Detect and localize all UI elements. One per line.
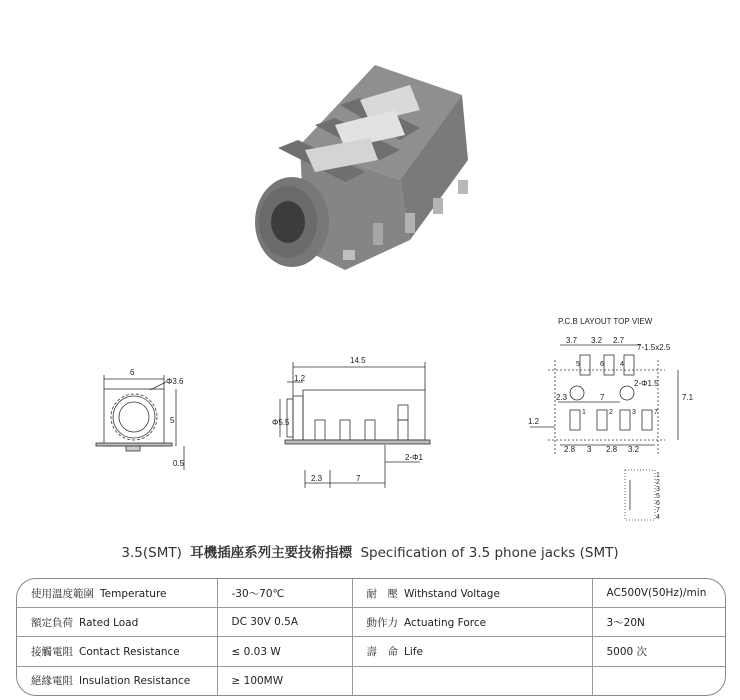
pcb-dim-holes: 2-Φ1.5: [634, 379, 659, 388]
spec-value: 3～20N: [592, 608, 725, 637]
spec-value: AC500V(50Hz)/min: [592, 579, 725, 608]
side-view-body: [303, 390, 425, 440]
caption-title-cn: 耳機插座系列主要技術指標: [190, 545, 353, 561]
pad-number: 7: [654, 409, 658, 416]
pcb-dim-mid-b: 7: [600, 393, 605, 402]
spec-table: [16, 578, 726, 696]
spec-value: ≤ 0.03 W: [217, 637, 352, 666]
pcb-title: P.C.B LAYOUT TOP VIEW: [558, 317, 653, 326]
spec-value: -30～70℃: [217, 579, 352, 608]
table-row: [17, 666, 725, 695]
pad-number: 4: [620, 361, 624, 368]
spec-value: 5000 次: [592, 637, 725, 666]
schematic-pin: 1: [656, 472, 660, 479]
table-row: [17, 637, 725, 666]
front-dim-bore: Φ3.6: [166, 377, 184, 386]
schematic-pin: 5: [656, 493, 660, 500]
pcb-dim-left: 1.2: [528, 417, 540, 426]
spec-value: ≥ 100MW: [217, 666, 352, 695]
pad-number: 2: [609, 409, 613, 416]
pcb-dim-bot-4: 3.2: [628, 445, 640, 454]
spec-value: [592, 666, 725, 695]
pcb-dim-top-3: 2.7: [613, 336, 625, 345]
side-dim-diameter: Φ5.5: [272, 418, 290, 427]
pcb-dim-pad: 7-1.5x2.5: [637, 343, 671, 352]
pcb-hole: [620, 386, 634, 400]
pcb-dim-bot-3: 2.8: [606, 445, 618, 454]
pcb-dim-bot-2: 3: [587, 445, 592, 454]
pad-number: 5: [576, 361, 580, 368]
spec-value: DC 30V 0.5A: [217, 608, 352, 637]
pcb-pad: [604, 355, 614, 375]
pcb-dim-top-1: 3.7: [566, 336, 578, 345]
spec-label: 壽 命 Life: [352, 637, 592, 666]
spec-label: [352, 666, 592, 695]
pcb-hole: [570, 386, 584, 400]
pcb-pad: [580, 355, 590, 375]
side-dim-tip: 1.2: [294, 374, 306, 383]
spec-caption: [0, 541, 740, 561]
pcb-dim-bot-1: 2.8: [564, 445, 576, 454]
schematic: [625, 470, 655, 520]
spec-label: 動作力 Actuating Force: [352, 608, 592, 637]
pcb-pad: [597, 410, 607, 430]
pcb-pad: [570, 410, 580, 430]
caption-title-en: Specification of 3.5 phone jacks (SMT): [360, 545, 619, 561]
pcb-pad: [620, 410, 630, 430]
spec-label: 耐 壓 Withstand Voltage: [352, 579, 592, 608]
spec-label: 接觸電阻 Contact Resistance: [17, 637, 217, 666]
caption-model: 3.5(SMT): [121, 545, 182, 561]
table-row: [17, 579, 725, 608]
spec-label: 絕緣電阻 Insulation Resistance: [17, 666, 217, 695]
pad-number: 1: [582, 409, 586, 416]
schematic-pin: 7: [656, 507, 660, 514]
side-dim-length: 14.5: [350, 356, 366, 365]
pcb-dim-right: 7.1: [682, 393, 694, 402]
schematic-pin: 2: [656, 479, 660, 486]
pcb-dim-top-2: 3.2: [591, 336, 603, 345]
spec-label: 額定負荷 Rated Load: [17, 608, 217, 637]
front-dim-height: 5: [170, 416, 175, 425]
front-dim-width: 6: [130, 368, 135, 377]
pad-number: 6: [600, 361, 604, 368]
front-dim-base: 0.5: [173, 459, 185, 468]
side-dim-a: 2.3: [311, 474, 323, 483]
pcb-pad: [624, 355, 634, 375]
schematic-pin: 4: [656, 514, 660, 521]
schematic-pin: 3: [656, 486, 660, 493]
table-row: [17, 608, 725, 637]
pad-number: 3: [632, 409, 636, 416]
spec-label: 使用溫度範圍 Temperature: [17, 579, 217, 608]
side-dim-hole: 2-Φ1: [405, 453, 423, 462]
schematic-pin: 6: [656, 500, 660, 507]
pcb-pad: [642, 410, 652, 430]
pcb-dim-mid-a: 2.3: [556, 393, 568, 402]
side-dim-b: 7: [356, 474, 361, 483]
